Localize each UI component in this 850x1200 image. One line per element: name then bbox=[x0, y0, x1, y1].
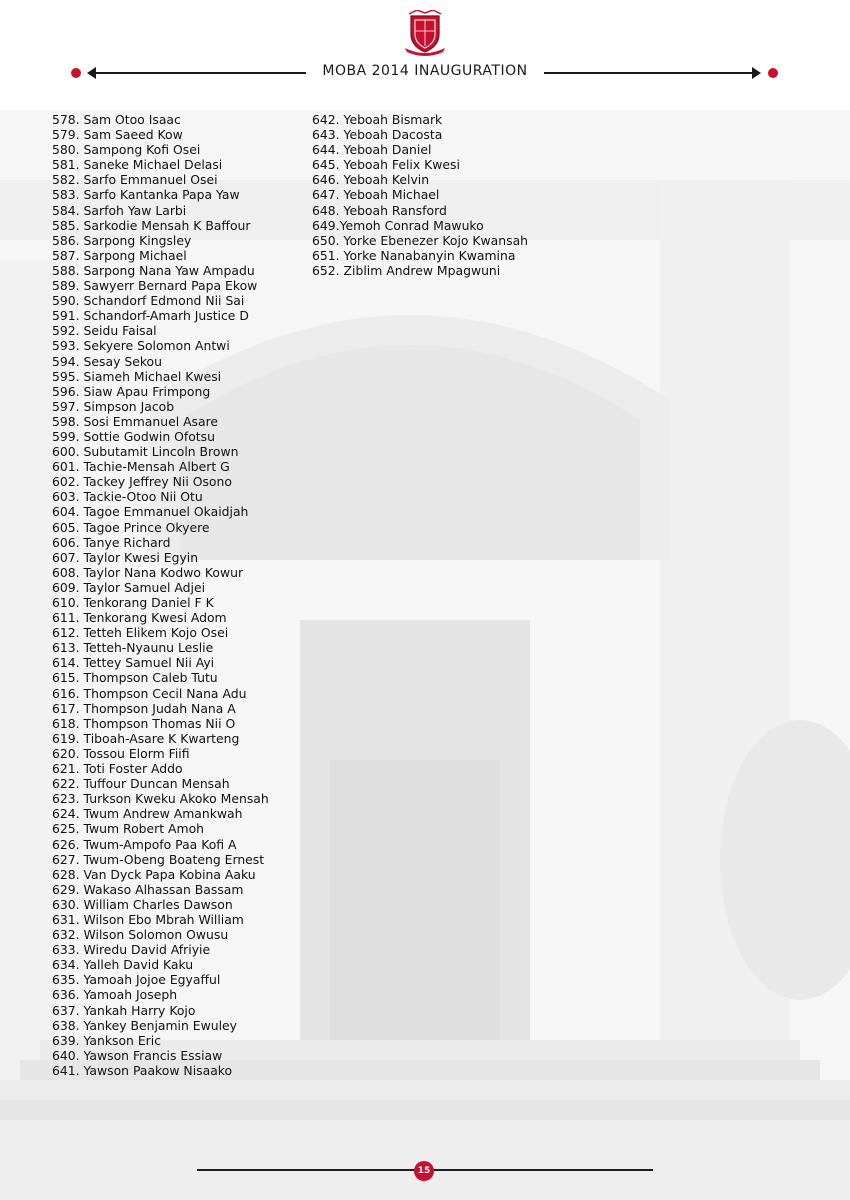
list-item: 585. Sarkodie Mensah K Baffour bbox=[52, 217, 251, 233]
list-item: 625. Twum Robert Amoh bbox=[52, 821, 205, 837]
list-item: 647. Yeboah Michael bbox=[312, 187, 440, 203]
list-item: 587. Sarpong Michael bbox=[52, 247, 187, 263]
list-item: 593. Sekyere Solomon Antwi bbox=[52, 338, 230, 354]
list-item: 605. Tagoe Prince Okyere bbox=[52, 519, 210, 535]
list-item: 641. Yawson Paakow Nisaako bbox=[52, 1062, 233, 1078]
list-item: 612. Tetteh Elikem Kojo Osei bbox=[52, 625, 229, 641]
list-item: 610. Tenkorang Daniel F K bbox=[52, 595, 214, 610]
list-item: 616. Thompson Cecil Nana Adu bbox=[52, 685, 247, 701]
list-item: 591. Schandorf-Amarh Justice D bbox=[52, 308, 249, 324]
list-item: 584. Sarfoh Yaw Larbi bbox=[52, 202, 187, 218]
list-item: 586. Sarpong Kingsley bbox=[52, 232, 192, 248]
list-item: 646. Yeboah Kelvin bbox=[312, 172, 430, 188]
list-item: 599. Sottie Godwin Ofotsu bbox=[52, 428, 215, 444]
list-item: 606. Tanye Richard bbox=[52, 534, 171, 550]
list-item: 644. Yeboah Daniel bbox=[312, 142, 432, 158]
list-item: 631. Wilson Ebo Mbrah William bbox=[52, 911, 244, 927]
list-item: 621. Toti Foster Addo bbox=[52, 761, 183, 777]
list-item: 617. Thompson Judah Nana A bbox=[52, 700, 236, 716]
list-item: 583. Sarfo Kantanka Papa Yaw bbox=[52, 187, 240, 203]
list-item: 614. Tettey Samuel Nii Ayi bbox=[52, 655, 215, 671]
list-item: 632. Wilson Solomon Owusu bbox=[52, 927, 229, 943]
list-item: 611. Tenkorang Kwesi Adom bbox=[52, 610, 227, 626]
list-item: 633. Wiredu David Afriyie bbox=[52, 942, 211, 958]
list-item: 595. Siameh Michael Kwesi bbox=[52, 368, 222, 384]
names-list-right bbox=[312, 112, 572, 278]
list-item: 597. Simpson Jacob bbox=[52, 398, 175, 414]
page-title: MOBA 2014 INAUGURATION bbox=[322, 63, 528, 79]
list-item: 626. Twum-Ampofo Paa Kofi A bbox=[52, 836, 237, 852]
list-item: 636. Yamoah Joseph bbox=[52, 987, 178, 1003]
list-item: 604. Tagoe Emmanuel Okaidjah bbox=[52, 504, 249, 520]
list-item: 640. Yawson Francis Essiaw bbox=[52, 1047, 223, 1063]
list-item: 630. William Charles Dawson bbox=[52, 896, 233, 912]
list-item: 598. Sosi Emmanuel Asare bbox=[52, 413, 219, 429]
header-right-rule bbox=[544, 72, 754, 74]
list-item: 615. Thompson Caleb Tutu bbox=[52, 670, 218, 686]
list-item: 620. Tossou Elorm Fiifi bbox=[52, 745, 190, 761]
list-item: 628. Van Dyck Papa Kobina Aaku bbox=[52, 866, 256, 882]
list-item: 592. Seidu Faisal bbox=[52, 323, 157, 339]
list-item: 602. Tackey Jeffrey Nii Osono bbox=[52, 474, 232, 490]
school-crest-icon bbox=[403, 10, 447, 56]
list-item: 645. Yeboah Felix Kwesi bbox=[312, 157, 460, 173]
header-left-rule bbox=[92, 72, 306, 74]
list-item: 580. Sampong Kofi Osei bbox=[52, 142, 201, 158]
list-item: 642. Yeboah Bismark bbox=[312, 112, 443, 127]
list-item: 588. Sarpong Nana Yaw Ampadu bbox=[52, 262, 255, 278]
list-item: 622. Tuffour Duncan Mensah bbox=[52, 776, 230, 792]
list-item: 609. Taylor Samuel Adjei bbox=[52, 579, 206, 595]
list-item: 589. Sawyerr Bernard Papa Ekow bbox=[52, 278, 258, 294]
header-left-dot bbox=[71, 68, 81, 78]
list-item: 601. Tachie-Mensah Albert G bbox=[52, 459, 230, 475]
list-item: 594. Sesay Sekou bbox=[52, 353, 162, 369]
list-item: 651. Yorke Nanabanyin Kwamina bbox=[312, 247, 516, 263]
list-item: 596. Siaw Apau Frimpong bbox=[52, 383, 211, 399]
list-item: 627. Twum-Obeng Boateng Ernest bbox=[52, 851, 265, 867]
list-item: 618. Thompson Thomas Nii O bbox=[52, 715, 236, 731]
list-item: 582. Sarfo Emmanuel Osei bbox=[52, 172, 218, 188]
list-item: 619. Tiboah-Asare K Kwarteng bbox=[52, 730, 240, 746]
list-item: 637. Yankah Harry Kojo bbox=[52, 1002, 196, 1018]
list-item: 578. Sam Otoo Isaac bbox=[52, 112, 181, 127]
list-item: 607. Taylor Kwesi Egyin bbox=[52, 549, 199, 565]
list-item: 652. Ziblim Andrew Mpagwuni bbox=[312, 262, 501, 278]
list-item: 648. Yeboah Ransford bbox=[312, 202, 447, 218]
list-item: 623. Turkson Kweku Akoko Mensah bbox=[52, 791, 269, 807]
list-item: 579. Sam Saeed Kow bbox=[52, 127, 183, 143]
list-item: 634. Yalleh David Kaku bbox=[52, 957, 194, 973]
list-item: 624. Twum Andrew Amankwah bbox=[52, 806, 243, 822]
names-list-left bbox=[52, 112, 302, 1078]
header-right-dot bbox=[768, 68, 778, 78]
list-item: 629. Wakaso Alhassan Bassam bbox=[52, 881, 244, 897]
list-item: 635. Yamoah Jojoe Egyafful bbox=[52, 972, 221, 988]
list-item: 643. Yeboah Dacosta bbox=[312, 127, 443, 143]
list-item: 608. Taylor Nana Kodwo Kowur bbox=[52, 564, 244, 580]
list-item: 613. Tetteh-Nyaunu Leslie bbox=[52, 640, 214, 656]
list-item: 581. Saneke Michael Delasi bbox=[52, 157, 223, 173]
list-item: 603. Tackie-Otoo Nii Otu bbox=[52, 489, 203, 505]
list-item: 639. Yankson Eric bbox=[52, 1032, 162, 1048]
list-item: 649.Yemoh Conrad Mawuko bbox=[312, 217, 484, 233]
page-number-badge: 15 bbox=[414, 1161, 434, 1181]
list-item: 638. Yankey Benjamin Ewuley bbox=[52, 1017, 237, 1033]
list-item: 590. Schandorf Edmond Nii Sai bbox=[52, 293, 245, 309]
header-right-arrowhead bbox=[752, 67, 761, 79]
list-item: 650. Yorke Ebenezer Kojo Kwansah bbox=[312, 232, 529, 248]
list-item: 600. Subutamit Lincoln Brown bbox=[52, 444, 239, 460]
